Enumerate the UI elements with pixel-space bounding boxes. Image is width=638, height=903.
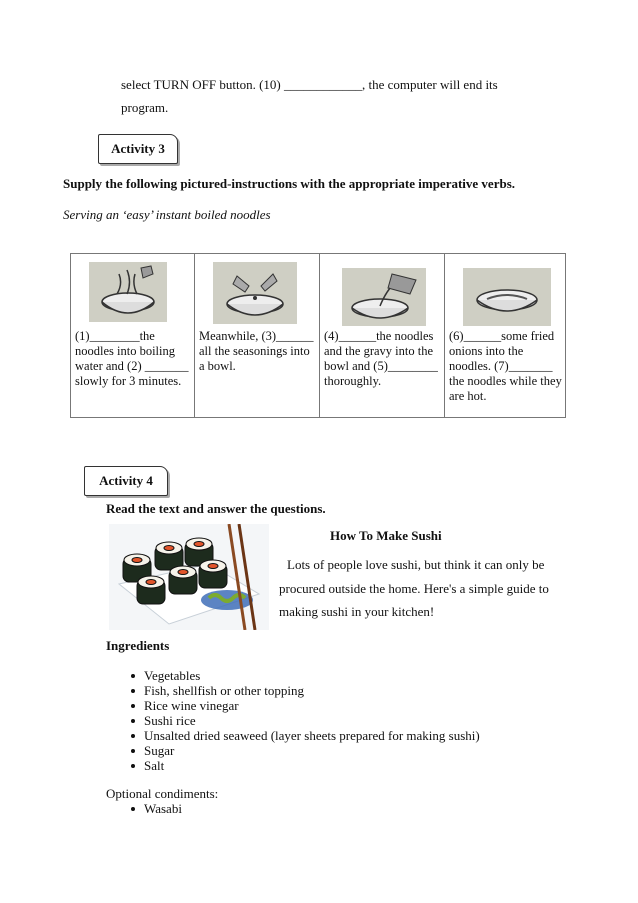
- step-cell-4: [445, 254, 566, 418]
- article-line-1: Lots of people love sushi, but think it can only be: [287, 557, 545, 572]
- activity-3-instruction: Supply the following pictured-instructions with the appropriate imperative verbs.: [63, 176, 516, 191]
- instruction-steps-table: [70, 253, 566, 418]
- activity-3-subtitle: Serving an ‘easy’ instant boiled noodles: [63, 207, 271, 222]
- sushi-image: [109, 524, 269, 630]
- continuation-text: select TURN OFF button. (10) ____________, the computer will end its: [121, 77, 498, 92]
- ingredients-list: [122, 668, 480, 773]
- activity-3-tab: [98, 134, 178, 164]
- optional-condiments-list: [122, 801, 182, 816]
- step-4-text: (6)______some fried onions into the noodles. (7)_______ the noodles while they are hot.: [449, 329, 562, 403]
- ingredient-item: Rice wine vinegar: [122, 698, 480, 713]
- continuation-line-1: [121, 77, 516, 93]
- activity-4-instruction: Read the text and answer the questions.: [106, 501, 326, 516]
- activity-4-tab: [84, 466, 168, 496]
- seasoning-bowl-image: [213, 262, 297, 324]
- step-cell-2: [195, 254, 320, 418]
- step-cell-1: [71, 254, 195, 418]
- pouring-noodles-image: [342, 268, 426, 326]
- article-line-3: making sushi in your kitchen!: [279, 604, 435, 619]
- ingredients-heading: Ingredients: [106, 638, 170, 653]
- finished-noodles-image: [463, 268, 551, 326]
- step-cell-3: [320, 254, 445, 418]
- ingredient-item: Vegetables: [122, 668, 480, 683]
- ingredient-item: Unsalted dried seaweed (layer sheets prepared for making sushi): [122, 728, 480, 743]
- article-line-2: procured outside the home. Here's a simple guide to: [279, 581, 549, 596]
- activity-4-label: Activity 4: [99, 473, 153, 488]
- step-2-text: Meanwhile, (3)______ all the seasonings into a bowl.: [199, 329, 314, 373]
- continuation-line-2: program.: [121, 100, 169, 115]
- step-3-text: (4)______the noodles and the gravy into the bowl and (5)________ thoroughly.: [324, 329, 438, 388]
- step-1-text: (1)________the noodles into boiling water and (2) _______ slowly for 3 minutes.: [75, 329, 189, 388]
- ingredient-item: Fish, shellfish or other topping: [122, 683, 480, 698]
- activity-3-label: Activity 3: [111, 141, 165, 156]
- condiment-item: Wasabi: [122, 801, 182, 816]
- optional-condiments-heading: Optional condiments:: [106, 786, 219, 801]
- ingredient-item: Sushi rice: [122, 713, 480, 728]
- ingredient-item: Sugar: [122, 743, 480, 758]
- ingredient-item: Salt: [122, 758, 480, 773]
- noodles-boiling-image: [89, 262, 167, 322]
- article-title: How To Make Sushi: [330, 528, 442, 543]
